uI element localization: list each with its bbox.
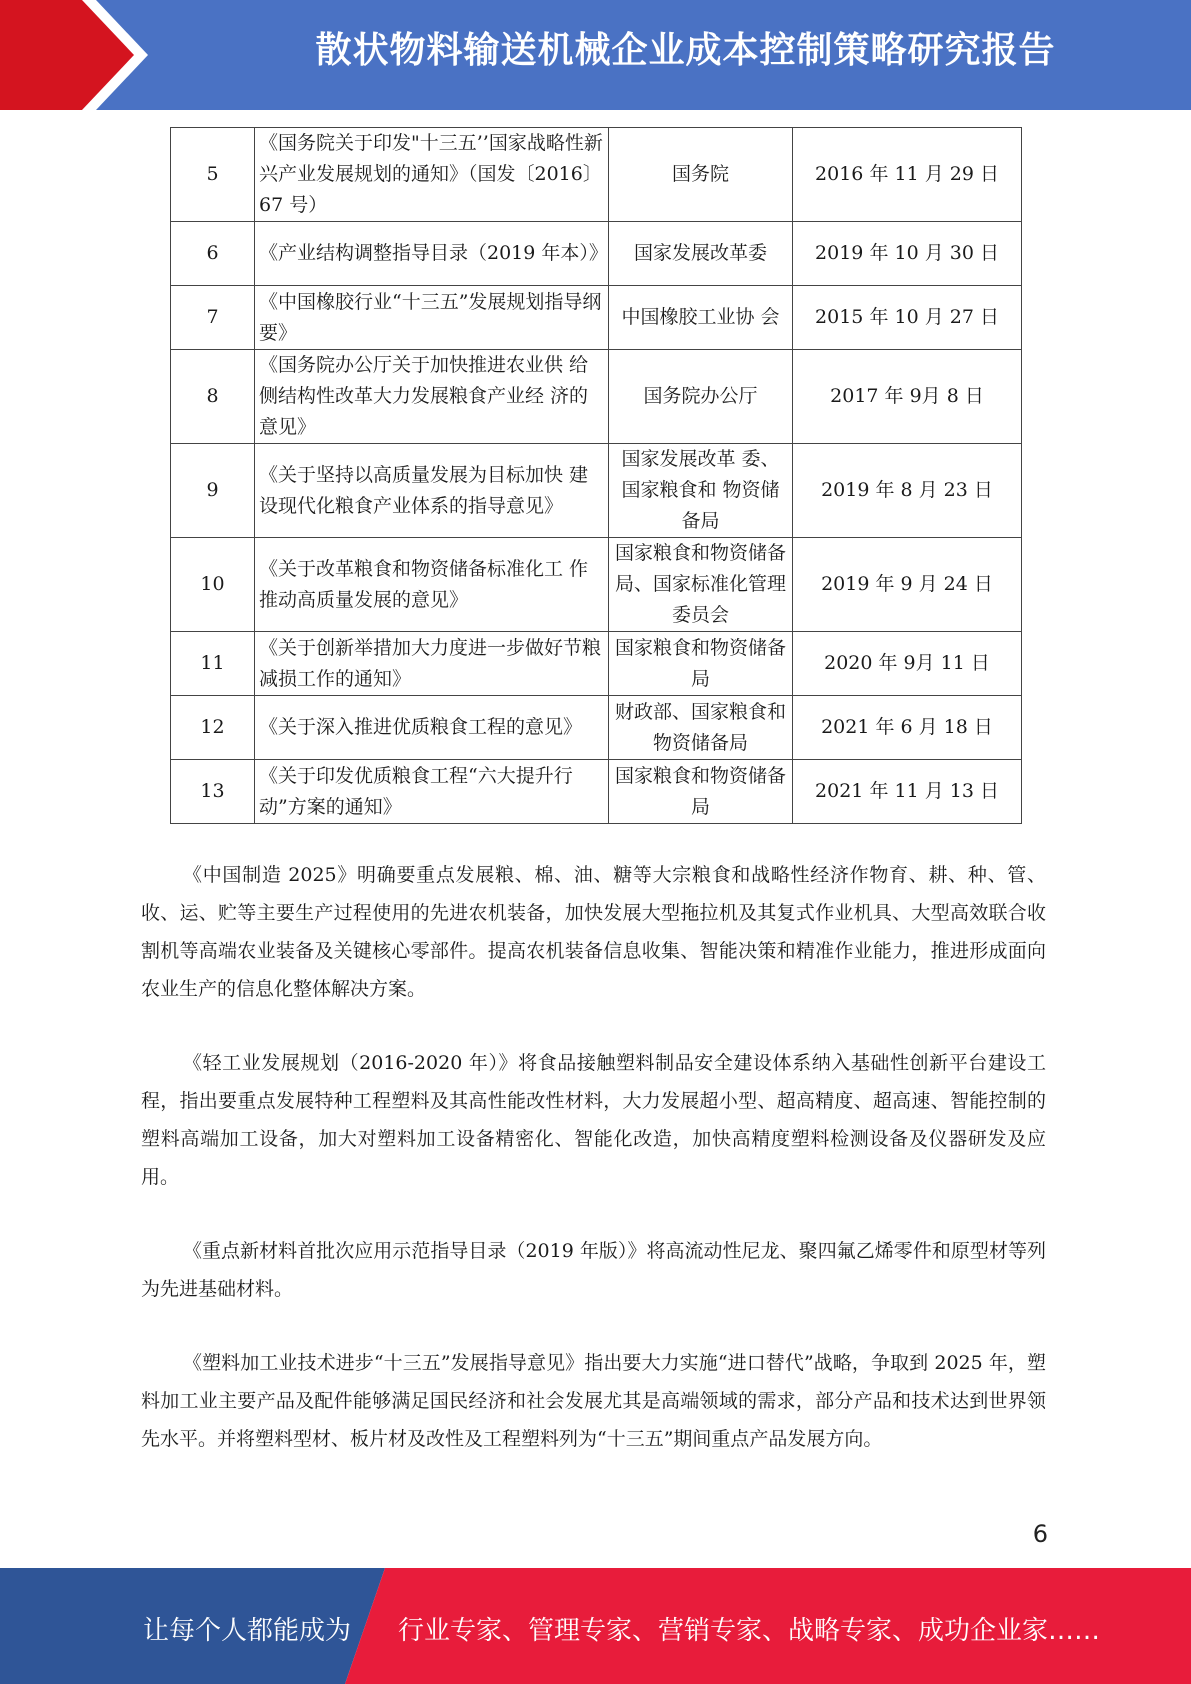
issuing-authority: 国务院 <box>609 128 793 222</box>
row-number: 13 <box>171 760 255 824</box>
issue-date: 2019 年 8 月 23 日 <box>793 444 1022 538</box>
footer-slogan-right: 行业专家、管理专家、营销专家、战略专家、成功企业家…… <box>398 1616 1101 1646</box>
row-number: 10 <box>171 538 255 632</box>
issue-date: 2021 年 6 月 18 日 <box>793 696 1022 760</box>
document-title: 《关于坚持以高质量发展为目标加快 建设现代化粮食产业体系的指导意见》 <box>255 444 609 538</box>
paragraph: 《重点新材料首批次应用示范指导目录（2019 年版）》将高流动性尼龙、聚四氟乙烯零件和原型材等列为先进基础材料。 <box>141 1240 1046 1300</box>
table-row <box>171 696 1022 760</box>
issue-date: 2020 年 9月 11 日 <box>793 632 1022 696</box>
document-title: 《产业结构调整指导目录（2019 年本）》 <box>255 222 609 286</box>
document-title: 《关于印发优质粮食工程“六大提升行动”方案的通知》 <box>255 760 609 824</box>
issue-date: 2016 年 11 月 29 日 <box>793 128 1022 222</box>
issuing-authority: 国家粮食和物资储备局、国家标准化管理委员会 <box>609 538 793 632</box>
report-title: 散状物料输送机械企业成本控制策略研究报告 <box>315 30 1056 71</box>
table-row <box>171 444 1022 538</box>
document-title: 《关于创新举措加大力度进一步做好节粮减损工作的通知》 <box>255 632 609 696</box>
body-text <box>141 856 1046 1494</box>
page-footer <box>0 1568 1191 1684</box>
page-number: 6 <box>1032 1520 1048 1548</box>
row-number: 12 <box>171 696 255 760</box>
issuing-authority: 国家发展改革 委、国家粮食和 物资储备局 <box>609 444 793 538</box>
table-row <box>171 350 1022 444</box>
issuing-authority: 中国橡胶工业协 会 <box>609 286 793 350</box>
paragraph: 《塑料加工业技术进步“十三五”发展指导意见》指出要大力实施“进口替代”战略，争取到 2025 年，塑料加工业主要产品及配件能够满足国民经济和社会发展尤其是高端领域的需求，部分产品和技术达到世界领先水平。并将塑料型材、板片材及改性及工程塑料列为“十三五”期间重点产品发展方向。 <box>141 1352 1046 1450</box>
header-arrow-decoration <box>0 0 160 110</box>
issuing-authority: 国家粮食和物资储备局 <box>609 632 793 696</box>
document-title: 《关于改革粮食和物资储备标准化工 作推动高质量发展的意见》 <box>255 538 609 632</box>
issuing-authority: 财政部、国家粮食和物资储备局 <box>609 696 793 760</box>
row-number: 8 <box>171 350 255 444</box>
row-number: 5 <box>171 128 255 222</box>
row-number: 9 <box>171 444 255 538</box>
row-number: 11 <box>171 632 255 696</box>
paragraph: 《轻工业发展规划（2016-2020 年）》将食品接触塑料制品安全建设体系纳入基础性创新平台建设工程，指出要重点发展特种工程塑料及其高性能改性材料，大力发展超小型、超高精度、超高速、智能控制的塑料高端加工设备，加大对塑料加工设备精密化、智能化改造，加快高精度塑料检测设备及仪器研发及应用。 <box>141 1052 1046 1188</box>
document-title: 《国务院办公厅关于加快推进农业供 给侧结构性改革大力发展粮食产业经 济的意见》 <box>255 350 609 444</box>
issuing-authority: 国家粮食和物资储备局 <box>609 760 793 824</box>
table-row <box>171 286 1022 350</box>
table-row <box>171 222 1022 286</box>
row-number: 7 <box>171 286 255 350</box>
table-row <box>171 538 1022 632</box>
issue-date: 2021 年 11 月 13 日 <box>793 760 1022 824</box>
table-row <box>171 632 1022 696</box>
row-number: 6 <box>171 222 255 286</box>
issue-date: 2015 年 10 月 27 日 <box>793 286 1022 350</box>
footer-slogan-left: 让每个人都能成为 <box>143 1616 352 1646</box>
table-row <box>171 128 1022 222</box>
document-title: 《中国橡胶行业“十三五”发展规划指导纲要》 <box>255 286 609 350</box>
issue-date: 2017 年 9月 8 日 <box>793 350 1022 444</box>
table-row <box>171 760 1022 824</box>
issue-date: 2019 年 10 月 30 日 <box>793 222 1022 286</box>
page-header <box>0 0 1191 110</box>
issue-date: 2019 年 9 月 24 日 <box>793 538 1022 632</box>
paragraph: 《中国制造 2025》明确要重点发展粮、棉、油、糖等大宗粮食和战略性经济作物育、耕、种、管、收、运、贮等主要生产过程使用的先进农机装备，加快发展大型拖拉机及其复式作业机具、大型高效联合收割机等高端农业装备及关键核心零部件。提高农机装备信息收集、智能决策和精准作业能力，推进形成面向农业生产的信息化整体解决方案。 <box>141 864 1046 1000</box>
document-title: 《国务院关于印发"十三五’’国家战略性新兴产业发展规划的通知》（国发〔2016〕 67 号） <box>255 128 609 222</box>
issuing-authority: 国家发展改革委 <box>609 222 793 286</box>
policy-table <box>170 127 1022 824</box>
issuing-authority: 国务院办公厅 <box>609 350 793 444</box>
document-title: 《关于深入推进优质粮食工程的意见》 <box>255 696 609 760</box>
